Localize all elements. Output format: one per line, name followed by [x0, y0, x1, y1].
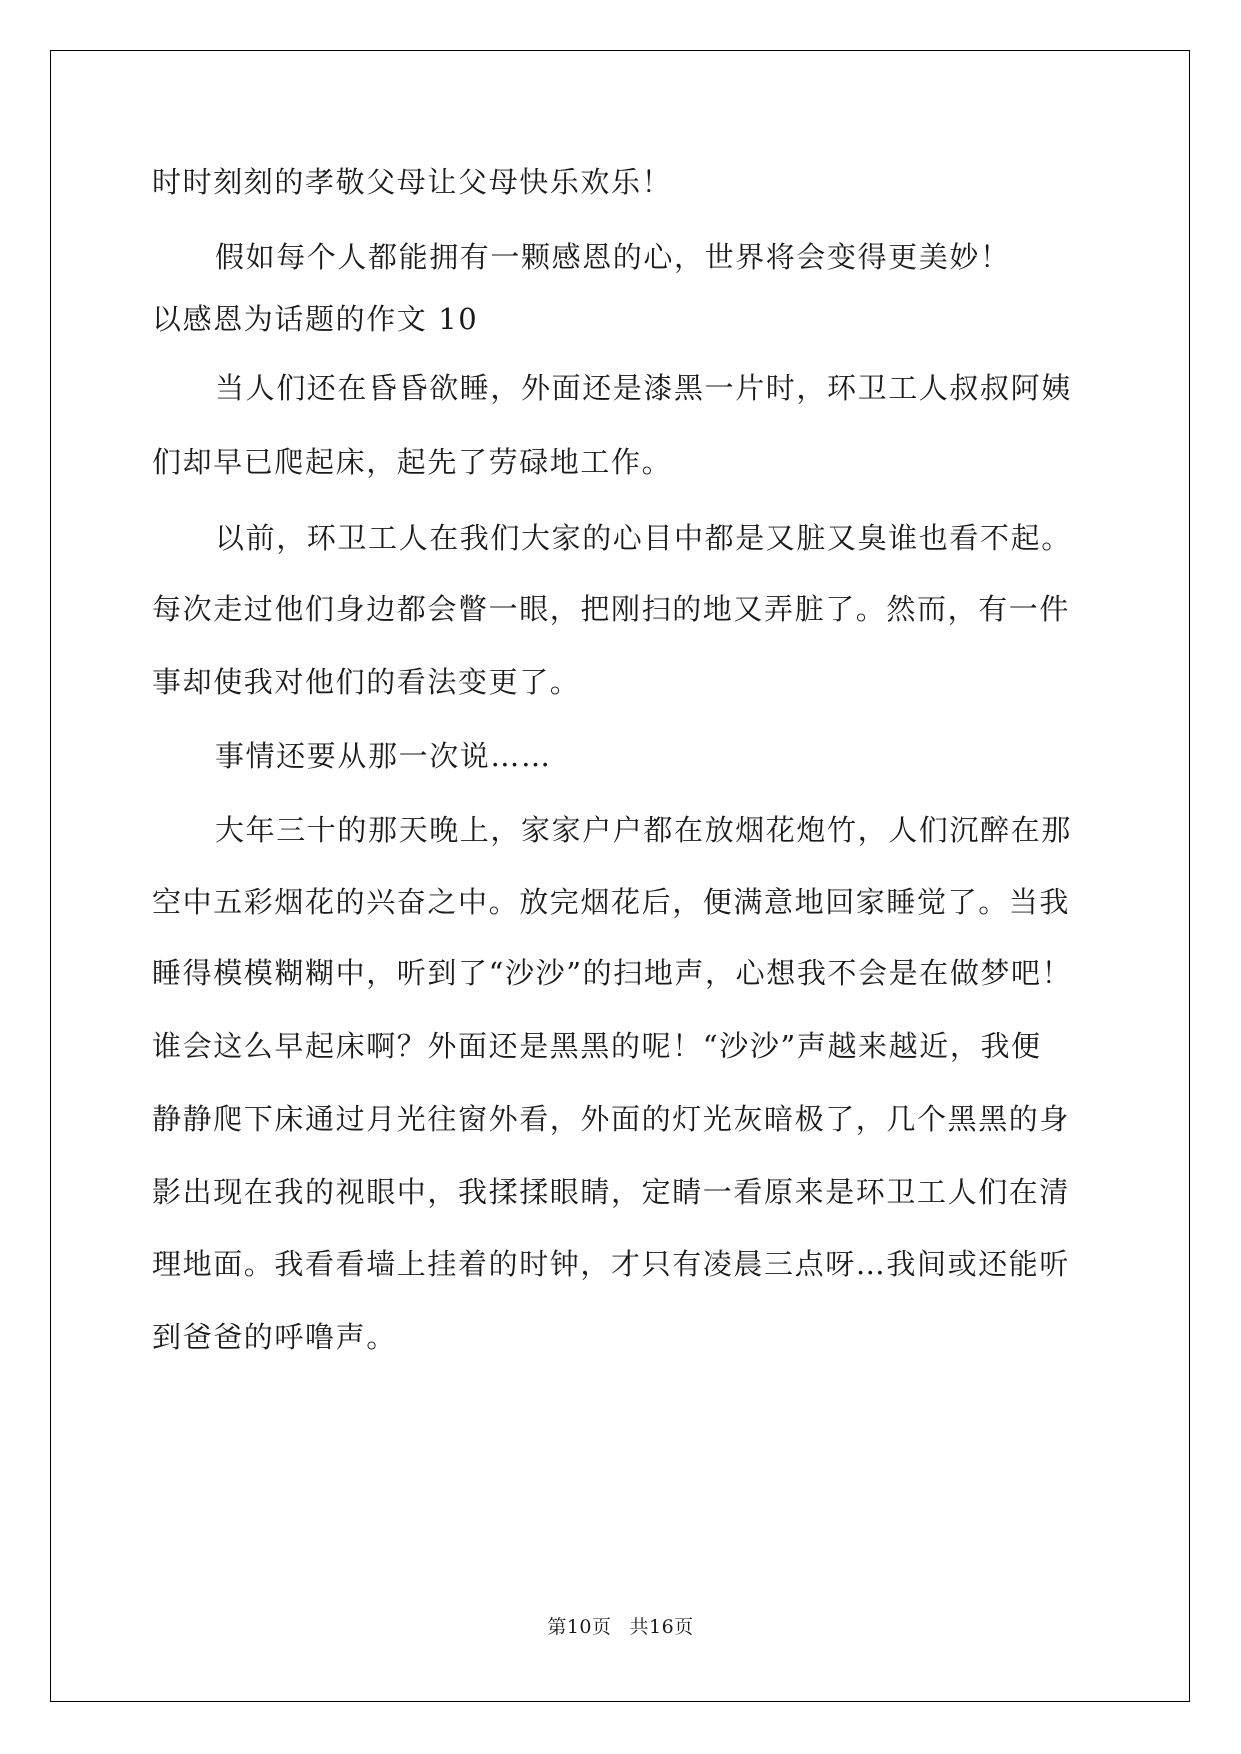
- paragraph-line: 到爸爸的呼噜声。: [152, 1320, 397, 1354]
- paragraph-line: 以前，环卫工人在我们大家的心目中都是又脏又臭谁也看不起。: [215, 521, 1072, 555]
- paragraph-line: 静静爬下床通过月光往窗外看，外面的灯光灰暗极了，几个黑黑的身: [152, 1102, 1071, 1136]
- paragraph-line: 大年三十的那天晚上，家家户户都在放烟花炮竹，人们沉醉在那: [215, 813, 1072, 847]
- paragraph-line: 睡得模模糊糊中，听到了“沙沙”的扫地声，心想我不会是在做梦吧！: [152, 956, 1073, 990]
- paragraph-line: 当人们还在昏昏欲睡，外面还是漆黑一片时，环卫工人叔叔阿姨: [215, 371, 1072, 405]
- page-footer: [0, 1615, 1241, 1639]
- paragraph-line: 空中五彩烟花的兴奋之中。放完烟花后，便满意地回家睡觉了。当我: [152, 885, 1071, 919]
- paragraph-line: 每次走过他们身边都会瞥一眼，把刚扫的地又弄脏了。然而，有一件: [152, 592, 1071, 626]
- section-heading: 以感恩为话题的作文 10: [152, 302, 479, 336]
- paragraph-line: 谁会这么早起床啊？外面还是黑黑的呢！“沙沙”声越来越近，我便: [152, 1029, 1042, 1063]
- paragraph-line: 们却早已爬起床，起先了劳碌地工作。: [152, 445, 673, 479]
- paragraph-line: 事却使我对他们的看法变更了。: [152, 665, 581, 699]
- page-border: [50, 50, 1190, 1702]
- page-number: 第10页: [547, 1616, 612, 1638]
- total-pages: 共16页: [629, 1616, 694, 1638]
- paragraph-line: 假如每个人都能拥有一颗感恩的心，世界将会变得更美妙！: [215, 240, 1011, 274]
- paragraph-line: 理地面。我看看墙上挂着的时钟，才只有凌晨三点呀…我间或还能听: [152, 1247, 1071, 1281]
- paragraph-line: 时时刻刻的孝敬父母让父母快乐欢乐！: [152, 165, 673, 199]
- paragraph-line: 事情还要从那一次说……: [215, 739, 552, 773]
- paragraph-line: 影出现在我的视眼中，我揉揉眼睛，定睛一看原来是环卫工人们在清: [152, 1175, 1071, 1209]
